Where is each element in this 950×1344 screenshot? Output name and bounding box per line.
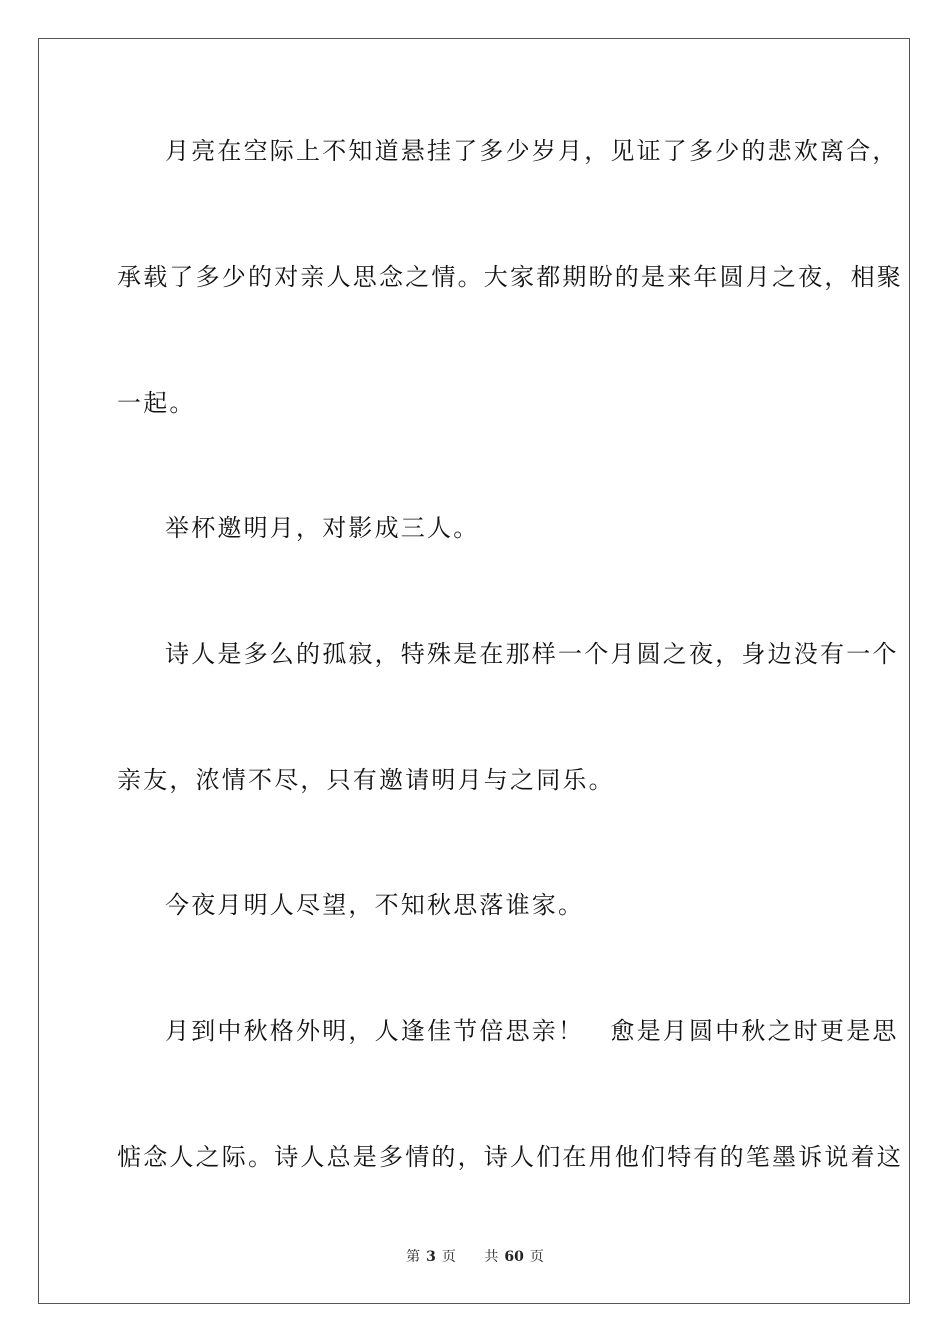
page-suffix: 页	[441, 1249, 456, 1265]
page-footer	[0, 1248, 950, 1266]
page-number: 3	[426, 1249, 436, 1265]
total-suffix: 页	[529, 1249, 544, 1265]
text-line: 举杯邀明月，对影成三人。	[165, 514, 480, 542]
text-line: 诗人是多么的孤寂，特殊是在那样一个月圆之夜，身边没有一个	[165, 640, 899, 668]
total-indicator	[478, 1249, 549, 1265]
text-line: 月亮在空际上不知道悬挂了多少岁月，见证了多少的悲欢离合，	[165, 137, 899, 165]
page-prefix: 第	[406, 1249, 421, 1265]
total-pages: 60	[504, 1249, 524, 1265]
total-prefix: 共	[484, 1249, 499, 1265]
text-line: 月到中秋格外明，人逢佳节倍思亲！ 愈是月圆中秋之时更是思	[165, 1017, 899, 1045]
page-frame	[38, 38, 910, 1304]
text-line: 承载了多少的对亲人思念之情。大家都期盼的是来年圆月之夜，相聚	[117, 263, 903, 291]
text-line: 惦念人之际。诗人总是多情的，诗人们在用他们特有的笔墨诉说着这	[117, 1143, 903, 1171]
text-line: 今夜月明人尽望，不知秋思落谁家。	[165, 891, 585, 919]
text-line: 一起。	[117, 389, 196, 417]
page-indicator	[400, 1249, 462, 1265]
text-line: 亲友，浓情不尽，只有邀请明月与之同乐。	[117, 766, 615, 794]
